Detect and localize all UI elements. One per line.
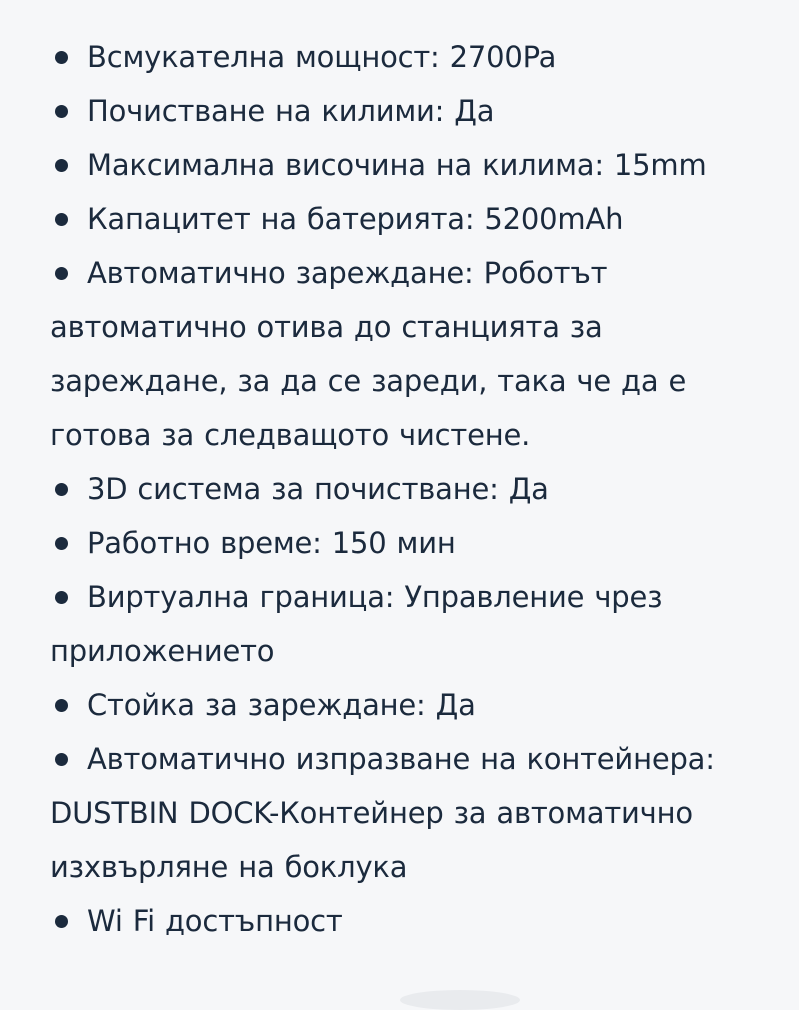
bullet-icon [55, 915, 68, 928]
bullet-icon [55, 753, 68, 766]
list-item [50, 138, 760, 192]
list-item [50, 678, 760, 732]
list-item [50, 84, 760, 138]
bottom-edge-shadow [400, 990, 520, 1010]
feature-text: Максимална височина на килима: 15mm [87, 148, 707, 182]
list-item [50, 570, 760, 678]
bullet-icon [55, 267, 68, 280]
feature-text: Капацитет на батерията: 5200mAh [87, 202, 624, 236]
bullet-icon [55, 699, 68, 712]
list-item [50, 732, 760, 894]
feature-text: Всмукателна мощност: 2700Pa [87, 40, 557, 74]
feature-text: Стойка за зареждане: Да [87, 688, 476, 722]
feature-text: Виртуална граница: Управление чрез приложението [50, 580, 663, 668]
list-item [50, 192, 760, 246]
bullet-icon [55, 51, 68, 64]
bullet-icon [55, 213, 68, 226]
list-item [50, 30, 760, 84]
bullet-icon [55, 159, 68, 172]
feature-text: Почистване на килими: Да [87, 94, 495, 128]
list-item [50, 894, 760, 948]
feature-text: Wi Fi достъпност [87, 904, 343, 938]
bullet-icon [55, 537, 68, 550]
feature-text: 3D система за почистване: Да [87, 472, 549, 506]
feature-text: Работно време: 150 мин [87, 526, 456, 560]
list-item [50, 246, 760, 462]
bullet-icon [55, 483, 68, 496]
bullet-icon [55, 105, 68, 118]
feature-text: Автоматично изпразване на контейнера: DUSTBIN DOCK-Контейнер за автоматично изхвърляне на боклука [50, 742, 715, 884]
feature-list [50, 30, 760, 948]
feature-text: Автоматично зареждане: Роботът автоматично отива до станцията за зареждане, за да се зареди, така че да е готова за следващото чистене. [50, 256, 687, 452]
list-item [50, 462, 760, 516]
list-item [50, 516, 760, 570]
bullet-icon [55, 591, 68, 604]
